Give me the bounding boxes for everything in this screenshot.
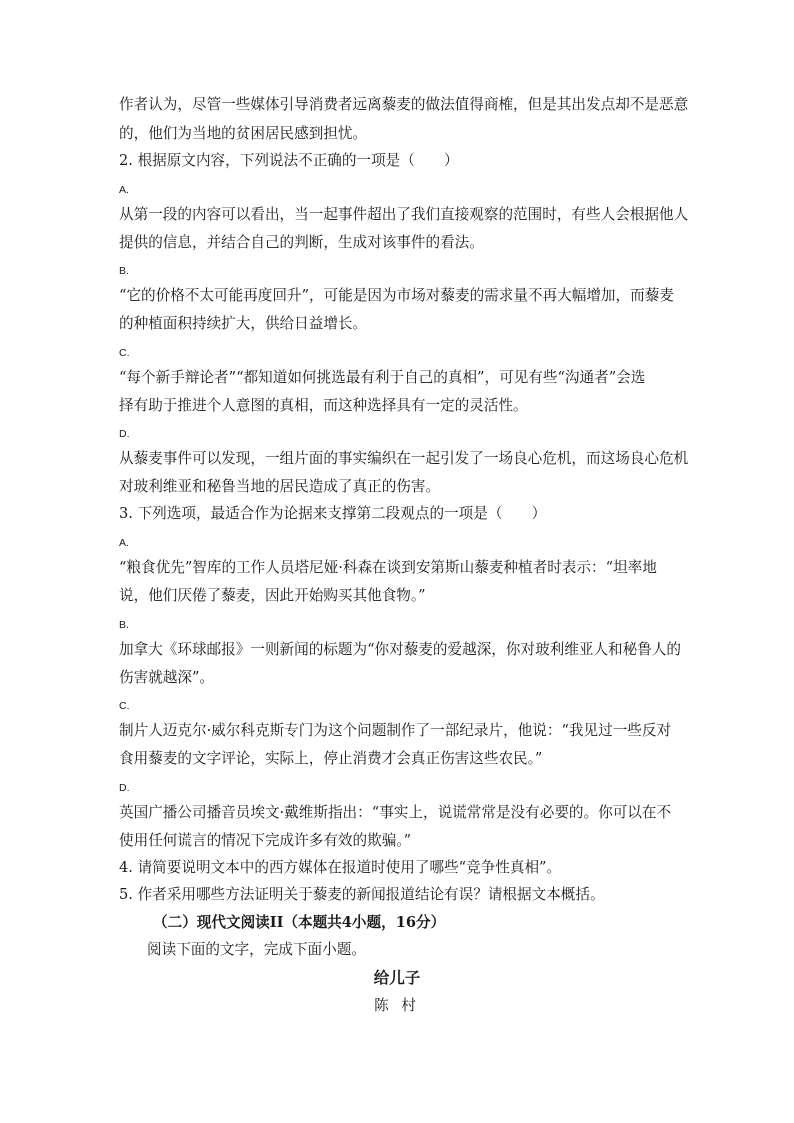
question-2-stem: 2. 根据原文内容，下列说法不正确的一项是（ ） bbox=[119, 152, 459, 169]
q3-option-a-label: A. bbox=[119, 537, 129, 549]
question-3-stem: 3. 下列选项，最适合作为论据来支撑第二段观点的一项是（ ） bbox=[119, 505, 547, 522]
q3-option-b-line-1: 加拿大《环球邮报》一则新闻的标题为“你对藜麦的爱越深，你对玻利维亚人和秘鲁人的 bbox=[119, 641, 682, 658]
q1-tail-line-1: 作者认为，尽管一些媒体引导消费者远离藜麦的做法值得商榷，但是其出发点却不是恶意 bbox=[119, 96, 689, 113]
q2-option-a-line-2: 提供的信息，并结合自己的判断，生成对该事件的看法。 bbox=[119, 234, 484, 251]
question-5: 5. 作者采用哪些方法证明关于藜麦的新闻报道结论有误？请根据文本概括。 bbox=[119, 886, 605, 903]
q1-tail-line-2: 的，他们为当地的贫困居民感到担忧。 bbox=[119, 125, 368, 142]
q3-option-a-line-2: 说，他们厌倦了藜麦，因此开始购买其他食物。” bbox=[119, 587, 426, 604]
poem-author: 陈 村 bbox=[374, 997, 420, 1014]
q2-option-a-label: A. bbox=[119, 184, 129, 196]
q2-option-c-line-1: “每个新手辩论者”“都知道如何挑选最有利于自己的真相”，可见有些“沟通者”会选 bbox=[119, 369, 646, 386]
question-4: 4. 请简要说明文本中的西方媒体在报道时使用了哪些“竞争性真相”。 bbox=[119, 859, 562, 876]
q3-option-b-line-2: 伤害就越深”。 bbox=[119, 669, 215, 686]
section-2-instruction: 阅读下面的文字，完成下面小题。 bbox=[147, 941, 366, 958]
q2-option-a-line-1: 从第一段的内容可以看出，当一起事件超出了我们直接观察的范围时，有些人会根据他人 bbox=[119, 206, 689, 223]
q2-option-b-label: B. bbox=[119, 265, 129, 277]
q2-option-c-line-2: 择有助于推进个人意图的真相，而这种选择具有一定的灵活性。 bbox=[119, 397, 528, 414]
q3-option-d-line-2: 使用任何谎言的情况下完成许多有效的欺骗。” bbox=[119, 832, 412, 849]
q3-option-c-line-1: 制片人迈克尔·威尔科克斯专门为这个问题制作了一部纪录片，他说：“我见过一些反对 bbox=[119, 722, 672, 739]
q3-option-b-label: B. bbox=[119, 619, 129, 631]
q2-option-d-line-1: 从藜麦事件可以发现，一组片面的事实编织在一起引发了一场良心危机，而这场良心危机 bbox=[119, 450, 689, 467]
q3-option-c-label: C. bbox=[119, 700, 130, 712]
q2-option-b-line-2: 的种植面积持续扩大，供给日益增长。 bbox=[119, 315, 368, 332]
q3-option-d-label: D. bbox=[119, 782, 130, 794]
q3-option-c-line-2: 食用藜麦的文字评论，实际上，停止消费才会真正伤害这些农民。” bbox=[119, 750, 543, 767]
q3-option-d-line-1: 英国广播公司播音员埃文·戴维斯指出：“事实上，说谎常常是没有必要的。你可以在不 bbox=[119, 804, 672, 821]
q2-option-d-line-2: 对玻利维亚和秘鲁当地的居民造成了真正的伤害。 bbox=[119, 478, 441, 495]
section-2-heading: （二）现代文阅读II（本题共4小题，16分） bbox=[153, 914, 446, 931]
poem-title: 给儿子 bbox=[373, 968, 421, 987]
q2-option-b-line-1: “它的价格不太可能再度回升”，可能是因为市场对藜麦的需求量不再大幅增加，而藜麦 bbox=[119, 287, 674, 304]
q3-option-a-line-1: “粮食优先”智库的工作人员塔尼娅·科森在谈到安第斯山藜麦种植者时表示：“坦率地 bbox=[119, 559, 657, 576]
q2-option-d-label: D. bbox=[119, 428, 130, 440]
q2-option-c-label: C. bbox=[119, 347, 130, 359]
